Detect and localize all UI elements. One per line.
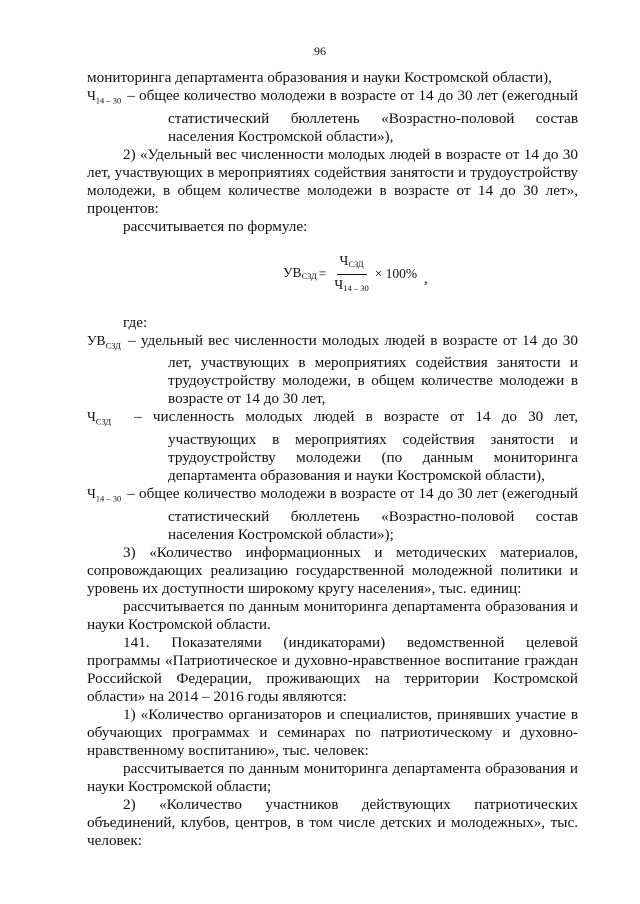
symbol-uv-szd: $УВ_{СЗД}$: [87, 332, 121, 351]
definition-ch-14-30: $Ч_{14 - 30}$ – общее количество молодежи в возрасте от 14 до 30 лет (ежегодный статистический бюллетень «Возрастно-половой состав населения Костромской области»),: [87, 87, 578, 145]
document-body: [87, 69, 578, 850]
definition-ch-14-30-second: $Ч_{14 - 30}$ – общее количество молодежи в возрасте от 14 до 30 лет (ежегодный статистический бюллетень «Возрастно-половой состав населения Костромской области»);: [87, 485, 578, 543]
paragraph-item-2: 2) «Удельный вес численности молодых людей в возрасте от 14 до 30 лет, участвующих в мероприятиях содействия занятости и трудоустройству молодежи, в общем количестве молодежи в возрасте от 14 до 30 лет», процентов:: [87, 145, 578, 217]
symbol-ch-14-30: $Ч_{14 - 30}$: [87, 88, 122, 106]
formula-denominator: $Ч_{14 - 30}$: [334, 276, 369, 293]
formula-fraction: [331, 252, 371, 297]
formula-equals: =: [318, 266, 327, 282]
definition-ch-szd: $Ч_{СЗД}$ – численность молодых людей в возрасте от 14 до 30 лет, участвующих в мероприятиях содействия занятости и трудоустройству молодежи (по данным мониторинга департамента образования и науки Костромской области),: [87, 408, 579, 485]
formula-multiplier: × 100%: [374, 266, 418, 282]
symbol-ch-szd: $Ч_{СЗД}$: [87, 409, 111, 428]
formula: [283, 252, 417, 297]
paragraph-formula-intro: рассчитывается по формуле:: [123, 217, 308, 235]
paragraph: мониторинга департамента образования и науки Костромской области),: [87, 69, 552, 86]
formula-numerator: $Ч_{СЗД}$: [337, 252, 367, 275]
paragraph-item-3: 3) «Количество информационных и методических материалов, сопровождающих реализацию государственной молодежной политики и уровень их доступности широкому кругу населения», тыс. единиц:: [87, 543, 578, 597]
formula-block: [87, 242, 578, 314]
formula-lhs: $УВ_{СЗД}$: [283, 264, 317, 281]
paragraph-141: 141. Показателями (индикаторами) ведомственной целевой программы «Патриотическое и духовно-нравственное воспитание граждан Российской Федерации, проживающих на территории Костромской области» на 2014 – 2016 годы являются:: [87, 633, 578, 705]
symbol-ch-14-30-second: $Ч_{14 - 30}$: [87, 486, 122, 504]
formula-trailing-comma: ,: [424, 270, 428, 287]
paragraph-item-1: 1) «Количество организаторов и специалистов, принявших участие в обучающих программах и семинарах по патриотическому и духовно-нравственному воспитанию», тыс. человек:: [87, 705, 578, 759]
definition-uv-szd: $УВ_{СЗД}$ – удельный вес численности молодых людей в возрасте от 14 до 30 лет, участвующих в мероприятиях содействия занятости и трудоустройству молодежи, в общем количестве молодежи в возрасте от 14 до 30 лет,: [87, 331, 578, 408]
paragraph-calculation-note: рассчитывается по данным мониторинга департамента образования и науки Костромской области.: [87, 597, 578, 633]
paragraph-item-2-participants: 2) «Количество участников действующих патриотических объединений, клубов, центров, в том числе детских и молодежных», тыс. человек:: [87, 795, 578, 849]
paragraph-where: где:: [123, 313, 148, 331]
paragraph-calculation-note-2: рассчитывается по данным мониторинга департамента образования и науки Костромской области;: [87, 759, 578, 795]
page-number: 96: [314, 44, 326, 58]
